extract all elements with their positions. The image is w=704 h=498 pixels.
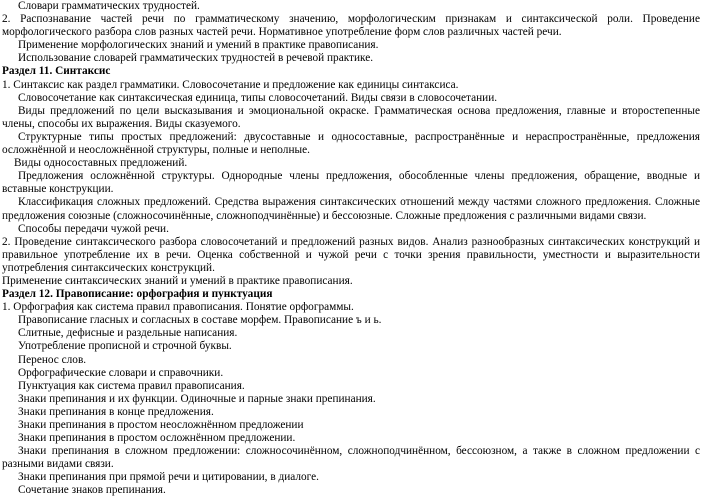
text-line: Орфографические словари и справочники. (18, 366, 224, 379)
text-line: Знаки препинания в сложном предложении: сложносочинённом, сложноподчинённом, бессоюзном, а также в сложном предложении с разными видами связи. (2, 445, 700, 471)
text-line: Способы передачи чужой речи. (18, 222, 169, 235)
text-line: Сочетание знаков препинания. (18, 484, 166, 497)
text-line: Структурные типы простых предложений: двусоставные и односоставные, распространённые и нераспространённые, предложения осложнённой и неосложнённой структуры, полные и неполные. (2, 130, 700, 157)
text-line: Правописание гласных и согласных в составе морфем. Правописание ъ и ь. (18, 314, 382, 327)
text-line: 1. Синтаксис как раздел грамматики. Словосочетание и предложение как единицы синтаксиса. (2, 78, 459, 91)
text-line: Знаки препинания в простом неосложнённом предложении (18, 419, 304, 431)
text-line: Знаки препинания при прямой речи и цитировании, в диалоге. (18, 471, 319, 484)
text-line: Словосочетание как синтаксическая единица, типы словосочетаний. Виды связи в словосочетании. (18, 91, 498, 104)
text-line: 1. Орфография как система правил правописания. Понятие орфограммы. (2, 301, 354, 314)
text-line: 2. Проведение синтаксического разбора словосочетаний и предложений разных видов. Анализ разнообразных синтаксических конструкций и правильное употребление их в речи. Оценка собственной и чужой речи с точки зрения правильности, уместности и выразительности употребления синтаксических конструкций. (2, 235, 700, 274)
text-line: Предложения осложнённой структуры. Однородные члены предложения, обособленные члены предложения, обращение, вводные и вставные конструкции. (2, 170, 700, 196)
text-line: Использование словарей грамматических трудностей в речевой практике. (18, 52, 374, 65)
text-line: Употребление прописной и строчной буквы. (18, 340, 232, 353)
text-line: Применение морфологических знаний и умений в практике правописания. (18, 39, 379, 52)
text-line: Знаки препинания в простом осложнённом предложении. (18, 432, 296, 445)
text-line: Виды односоставных предложений. (14, 157, 188, 170)
text-line: Классификация сложных предложений. Средства выражения синтаксических отношений между частями сложного предложения. Сложные предложения союзные (сложносочинённые, сложноподчинённые) и бессоюзные. Сложные предложения с различными видами связи. (2, 196, 700, 222)
text-line: Знаки препинания в конце предложения. (18, 405, 214, 418)
text-line: Виды предложений по цели высказывания и эмоциональной окраске. Грамматическая основа предложения, главные и второстепенные члены, способы их выражения. Виды сказуемого. (2, 104, 700, 130)
text-line: Словари грамматических трудностей. (18, 0, 200, 12)
text-line: Знаки препинания и их функции. Одиночные и парные знаки препинания. (18, 392, 376, 405)
section-heading: Раздел 12. Правописание: орфография и пунктуация (2, 288, 273, 301)
text-line: Слитные, дефисные и раздельные написания. (18, 327, 238, 340)
text-line: Применение синтаксических знаний и умений в практике правописания. (2, 274, 353, 287)
text-line: Перенос слов. (18, 353, 87, 366)
text-line: 2. Распознавание частей речи по грамматическому значению, морфологическим признакам и синтаксической роли. Проведение морфологического разбора слов разных частей речи. Нормативное употребление форм слов различных частей речи. (2, 13, 700, 39)
text-line: Пунктуация как система правил правописания. (18, 379, 245, 392)
section-heading: Раздел 11. Синтаксис (2, 65, 111, 78)
